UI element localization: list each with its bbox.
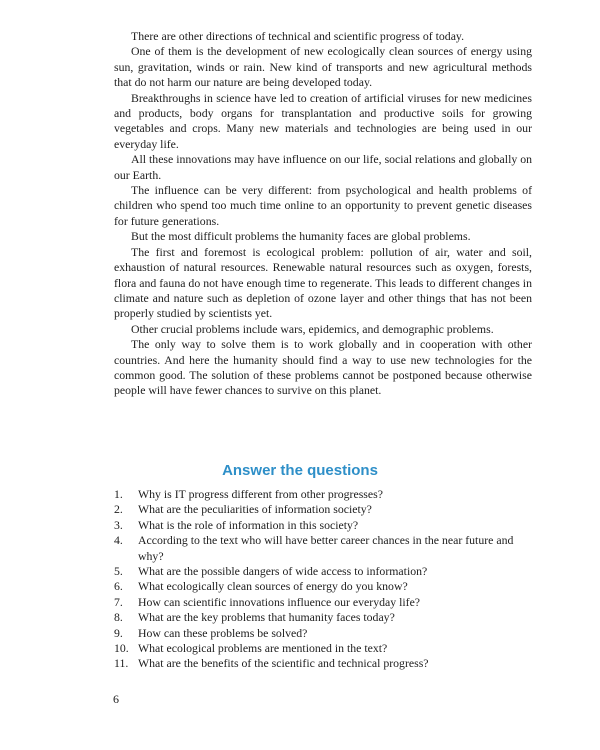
question-item — [114, 502, 532, 517]
paragraph: The first and foremost is ecological problem: pollution of air, water and soil, exhaustion of natural resources. Renewable natural resources such as oxygen, forests, flora and fauna do not have enough time to regenerate. This leads to different changes in climate and nature such as depletion of ozone layer and other things that has not been properly studied by scientists yet. — [114, 244, 532, 321]
question-text: What are the possible dangers of wide access to information? — [138, 564, 428, 579]
question-item — [114, 579, 532, 594]
paragraph: There are other directions of technical and scientific progress of today. — [131, 29, 465, 43]
paragraph: The only way to solve them is to work globally and in cooperation with other countries. And here the humanity should find a way to use new technologies for the common good. The solution of these problems cannot be postponed because otherwise people will have fewer chances to survive on this planet. — [114, 337, 532, 398]
question-number: 10. — [114, 641, 129, 656]
question-text: How can scientific innovations influence our everyday life? — [138, 594, 421, 609]
question-text: What are the key problems that humanity faces today? — [138, 610, 395, 625]
question-item — [114, 564, 532, 579]
question-text: How can these problems be solved? — [138, 625, 308, 640]
question-number: 4. — [114, 533, 123, 548]
question-text: What are the benefits of the scientific and technical progress? — [138, 656, 429, 671]
paragraph: Breakthroughs in science have led to creation of artificial viruses for new medicines and products, body organs for transplantation and productive soils for growing vegetables and crops. Many new materials and technologies are being used in our everyday life. — [114, 90, 532, 151]
question-item — [114, 626, 532, 641]
question-item — [114, 487, 532, 502]
question-text: What is the role of information in this society? — [138, 517, 359, 532]
paragraph: The influence can be very different: from psychological and health problems of children who spend too much time online to an opportunity to prevent genetic diseases for future generations. — [114, 183, 532, 228]
questions-list — [114, 487, 532, 672]
question-item — [114, 595, 532, 610]
question-number: 1. — [114, 487, 123, 501]
question-item — [114, 641, 532, 656]
question-number: 11. — [114, 656, 129, 671]
question-number: 3. — [114, 517, 123, 532]
question-number: 9. — [114, 625, 123, 640]
section-heading: Answer the questions — [222, 462, 378, 479]
question-text: What ecologically clean sources of energy do you know? — [138, 579, 408, 594]
question-number: 5. — [114, 564, 123, 579]
question-text: What are the peculiarities of information society? — [138, 502, 372, 517]
question-text: According to the text who will have better career chances in the near future and why? — [138, 533, 514, 563]
question-number: 7. — [114, 594, 123, 609]
question-number: 2. — [114, 502, 123, 517]
question-number: 6. — [114, 579, 123, 594]
question-item — [114, 610, 532, 625]
question-item — [114, 533, 532, 564]
paragraph: All these innovations may have influence on our life, social relations and globally on our Earth. — [114, 152, 532, 182]
paragraph: But the most difficult problems the humanity faces are global problems. — [131, 229, 471, 244]
question-text: What ecological problems are mentioned in the text? — [138, 641, 388, 656]
question-item — [114, 656, 532, 671]
paragraph: One of them is the development of new ecologically clean sources of energy using sun, gravitation, winds or rain. New kind of transports and new agricultural methods that do not harm our nature are being developed today. — [114, 44, 532, 90]
question-text: Why is IT progress different from other progresses? — [138, 487, 383, 501]
paragraph: Other crucial problems include wars, epidemics, and demographic problems. — [131, 321, 494, 336]
body-text — [114, 29, 532, 399]
question-number: 8. — [114, 610, 123, 625]
page-number: 6 — [113, 692, 119, 706]
question-item — [114, 518, 532, 533]
